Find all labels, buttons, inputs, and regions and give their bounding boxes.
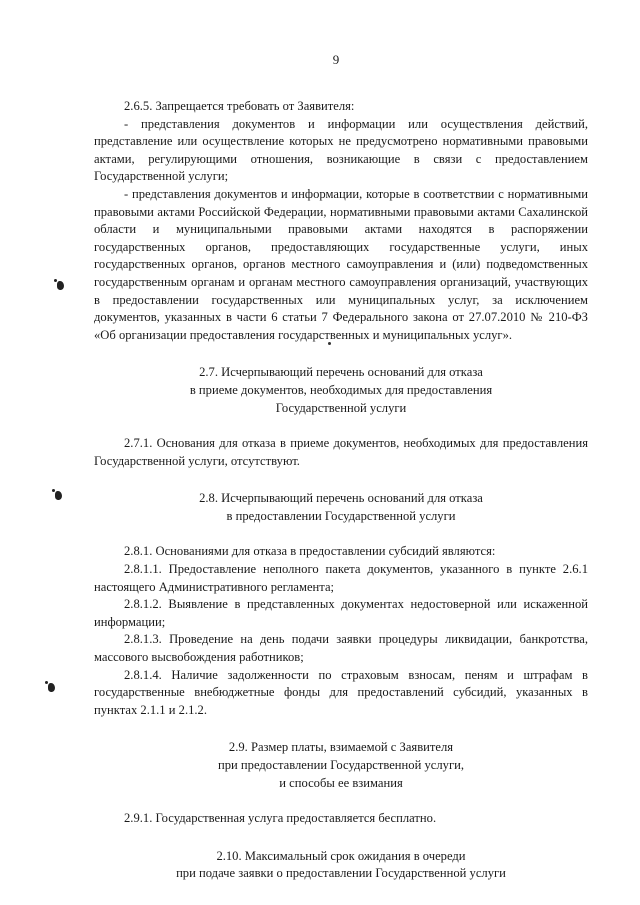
paragraph-2-6-5-b: - представления документов и информации, которые в соответствии с нормативными правовыми актами Российской Федерации, нормативными правовыми актами Сахалинской области и муниципальными правовыми актами находятся в распоряжении государственных органов, предоставляющих государственные услуги, иных государственных органов, органов местного самоуправления и (или) подведомственных государственным органам и органам местного самоуправления организаций, участвующих в предоставлении государственных или муниципальных услуг, за исключением документов, указанных в части 6 статьи 7 Федерального закона от 27.07.2010 № 210-ФЗ «Об организации предоставления государственных и муниципальных услуг». [94,186,588,342]
paragraph-2-6-5-title: 2.6.5. Запрещается требовать от Заявителя: [124,99,355,113]
heading-2-10: 2.10. Максимальный срок ожидания в очереди при подаче заявки о предоставлении Государственной услуги [176,848,506,881]
paragraph-2-8-1-4: 2.8.1.4. Наличие задолженности по страховым взносам, пеням и штрафам в государственные внебюджетные фонды для предоставлений субсидий, указанных в пунктах 2.1.1 и 2.1.2. [94,667,588,717]
heading-2-8: 2.8. Исчерпывающий перечень оснований для отказа в предоставлении Государственной услуги [199,491,483,523]
paragraph-2-6-5-a: - представления документов и информации или осуществления действий, представление или осуществление которых не предусмотрено нормативными правовыми актами, регулирующими отношения, возникающие в связи с предоставлением Государственной услуги; [94,116,588,184]
paragraph-2-8-1-2: 2.8.1.2. Выявление в представленных документах недостоверной или искаженной информации; [94,597,588,629]
scan-mark-2 [55,491,62,500]
paragraph-2-8-1-3: 2.8.1.3. Проведение на день подачи заявки процедуры ликвидации, банкротства, массового высвобождения работников; [94,632,588,665]
paragraph-2-7-1: 2.7.1. Основания для отказа в приеме документов, необходимых для предоставления Государственной услуги, отсутствуют. [94,436,588,468]
document-body [94,98,588,883]
scan-mark-1 [57,281,64,290]
paragraph-2-8-1: 2.8.1. Основаниями для отказа в предоставлении субсидий являются: [124,544,496,559]
scan-mark-3 [48,683,55,692]
page-number: 9 [332,52,340,67]
paragraph-2-8-1-1: 2.8.1.1. Предоставление неполного пакета документов, указанного в пункте 2.6.1 настоящего Административного регламента; [94,562,588,594]
paragraph-2-9-1: 2.9.1. Государственная услуга предоставляется бесплатно. [124,811,437,826]
heading-2-7: 2.7. Исчерпывающий перечень оснований для отказа в приеме документов, необходимых для предоставления Государственной услуги [189,365,493,415]
heading-2-9: 2.9. Размер платы, взимаемой с Заявителя при предоставлении Государственной услуги, и способы ее взимания [217,740,464,790]
